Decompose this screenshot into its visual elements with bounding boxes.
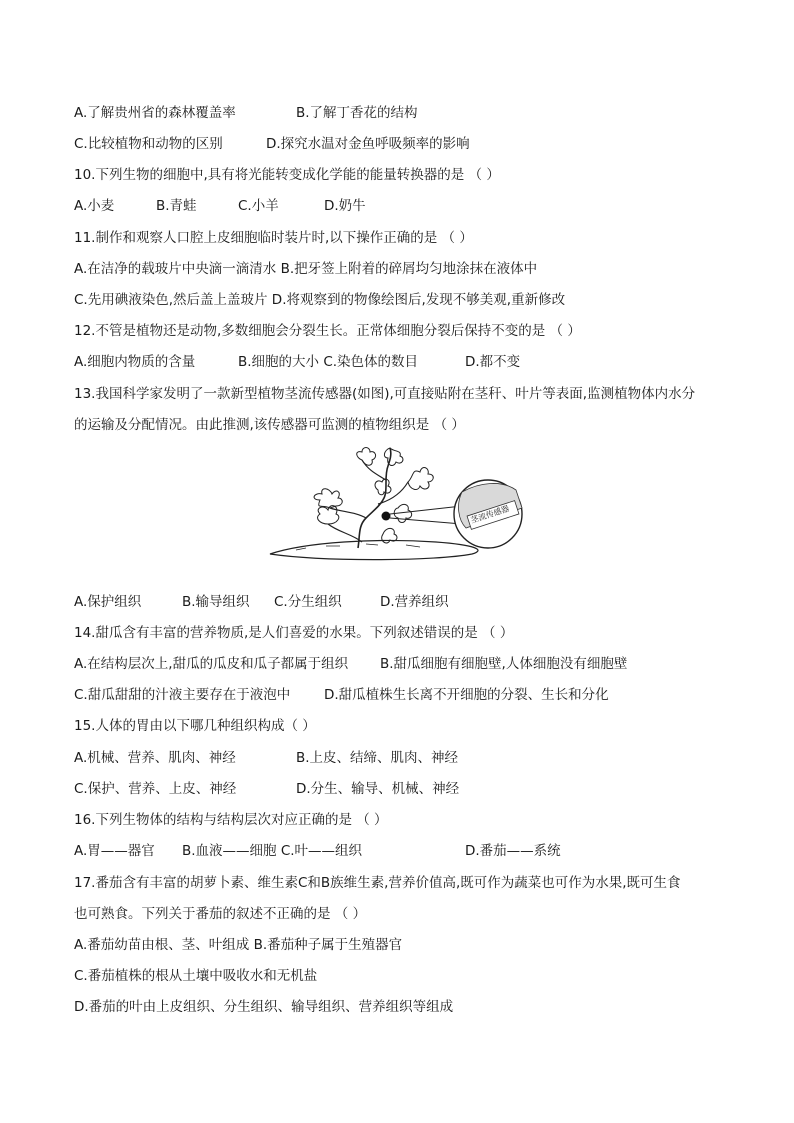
option-text: D.分生、输导、机械、神经 [296, 781, 460, 797]
question-14: 14.甜瓜含有丰富的营养物质,是人们喜爱的水果。下列叙述错误的是 （ ） [74, 625, 514, 641]
option-line: A.番茄幼苗由根、茎、叶组成 B.番茄种子属于生殖器官 [74, 937, 403, 953]
option-text: D.奶牛 [324, 198, 366, 214]
option-text: C.比较植物和动物的区别 [74, 136, 223, 152]
option-line [74, 842, 155, 860]
question-16: 16.下列生物体的结构与结构层次对应正确的是 （ ） [74, 812, 388, 828]
option-line [74, 749, 236, 767]
option-text: D.探究水温对金鱼呼吸频率的影响 [266, 136, 470, 152]
option-line [74, 593, 141, 611]
option-line [74, 353, 195, 371]
option-line [74, 104, 236, 122]
option-text: C.分生组织 [274, 594, 342, 610]
option-line [74, 197, 114, 215]
option-text: A.小麦 [74, 198, 115, 214]
option-line: C.番茄植株的根从土壤中吸收水和无机盐 [74, 968, 318, 984]
plant-sensor-figure [266, 446, 532, 566]
option-text: A.胃——器官 [74, 843, 155, 859]
question-13: 13.我国科学家发明了一款新型植物茎流传感器(如图),可直接贴附在茎秆、叶片等表面,监测植物体内水分 [74, 386, 696, 402]
option-line: C.先用碘液染色,然后盖上盖玻片 D.将观察到的物像绘图后,发现不够美观,重新修改 [74, 292, 566, 308]
option-text: D.甜瓜植株生长离不开细胞的分裂、生长和分化 [324, 687, 609, 703]
option-line: D.番茄的叶由上皮组织、分生组织、输导组织、营养组织等组成 [74, 999, 454, 1015]
sensor-dot [382, 512, 391, 521]
option-text: A.机械、营养、肌肉、神经 [74, 750, 236, 766]
option-text: B.血液——细胞 C.叶——组织 [182, 843, 363, 859]
question-15: 15.人体的胃由以下哪几种组织构成（ ） [74, 718, 316, 734]
question-12: 12.不管是植物还是动物,多数细胞会分裂生长。正常体细胞分裂后保持不变的是 （ ） [74, 323, 581, 339]
option-text: D.营养组织 [380, 594, 449, 610]
option-text: A.了解贵州省的森林覆盖率 [74, 105, 236, 121]
option-text: B.甜瓜细胞有细胞壁,人体细胞没有细胞壁 [380, 656, 628, 672]
option-text: B.上皮、结缔、肌肉、神经 [296, 750, 459, 766]
option-text: A.在结构层次上,甜瓜的瓜皮和瓜子都属于组织 [74, 656, 349, 672]
option-text: C.小羊 [238, 198, 279, 214]
option-line [74, 655, 348, 673]
option-line [74, 135, 223, 153]
option-text: B.了解丁香花的结构 [296, 105, 418, 121]
option-text: B.细胞的大小 C.染色体的数目 [238, 354, 419, 370]
option-line [74, 686, 290, 704]
option-text: A.细胞内物质的含量 [74, 354, 196, 370]
option-line [74, 780, 236, 798]
option-text: B.青蛙 [156, 198, 197, 214]
question-17-cont: 也可熟食。下列关于番茄的叙述不正确的是 （ ） [74, 906, 367, 922]
question-17: 17.番茄含有丰富的胡萝卜素、维生素C和B族维生素,营养价值高,既可作为蔬菜也可作为水果,既可生食 [74, 875, 681, 891]
question-13-cont: 的运输及分配情况。由此推测,该传感器可监测的植物组织是 （ ） [74, 417, 465, 433]
option-text: C.保护、营养、上皮、神经 [74, 781, 237, 797]
plant-illustration [266, 446, 532, 566]
option-text: A.保护组织 [74, 594, 142, 610]
option-text: D.番茄——系统 [465, 843, 561, 859]
question-10: 10.下列生物的细胞中,具有将光能转变成化学能的能量转换器的是 （ ） [74, 167, 500, 183]
option-line: A.在洁净的载玻片中央滴一滴清水 B.把牙签上附着的碎屑均匀地涂抹在液体中 [74, 261, 538, 277]
option-text: D.都不变 [465, 354, 521, 370]
sensor-label: 茎流传感器 [469, 504, 511, 525]
question-11: 11.制作和观察人口腔上皮细胞临时装片时,以下操作正确的是 （ ） [74, 230, 473, 246]
option-text: C.甜瓜甜甜的汁液主要存在于液泡中 [74, 687, 291, 703]
option-text: B.输导组织 [182, 594, 250, 610]
